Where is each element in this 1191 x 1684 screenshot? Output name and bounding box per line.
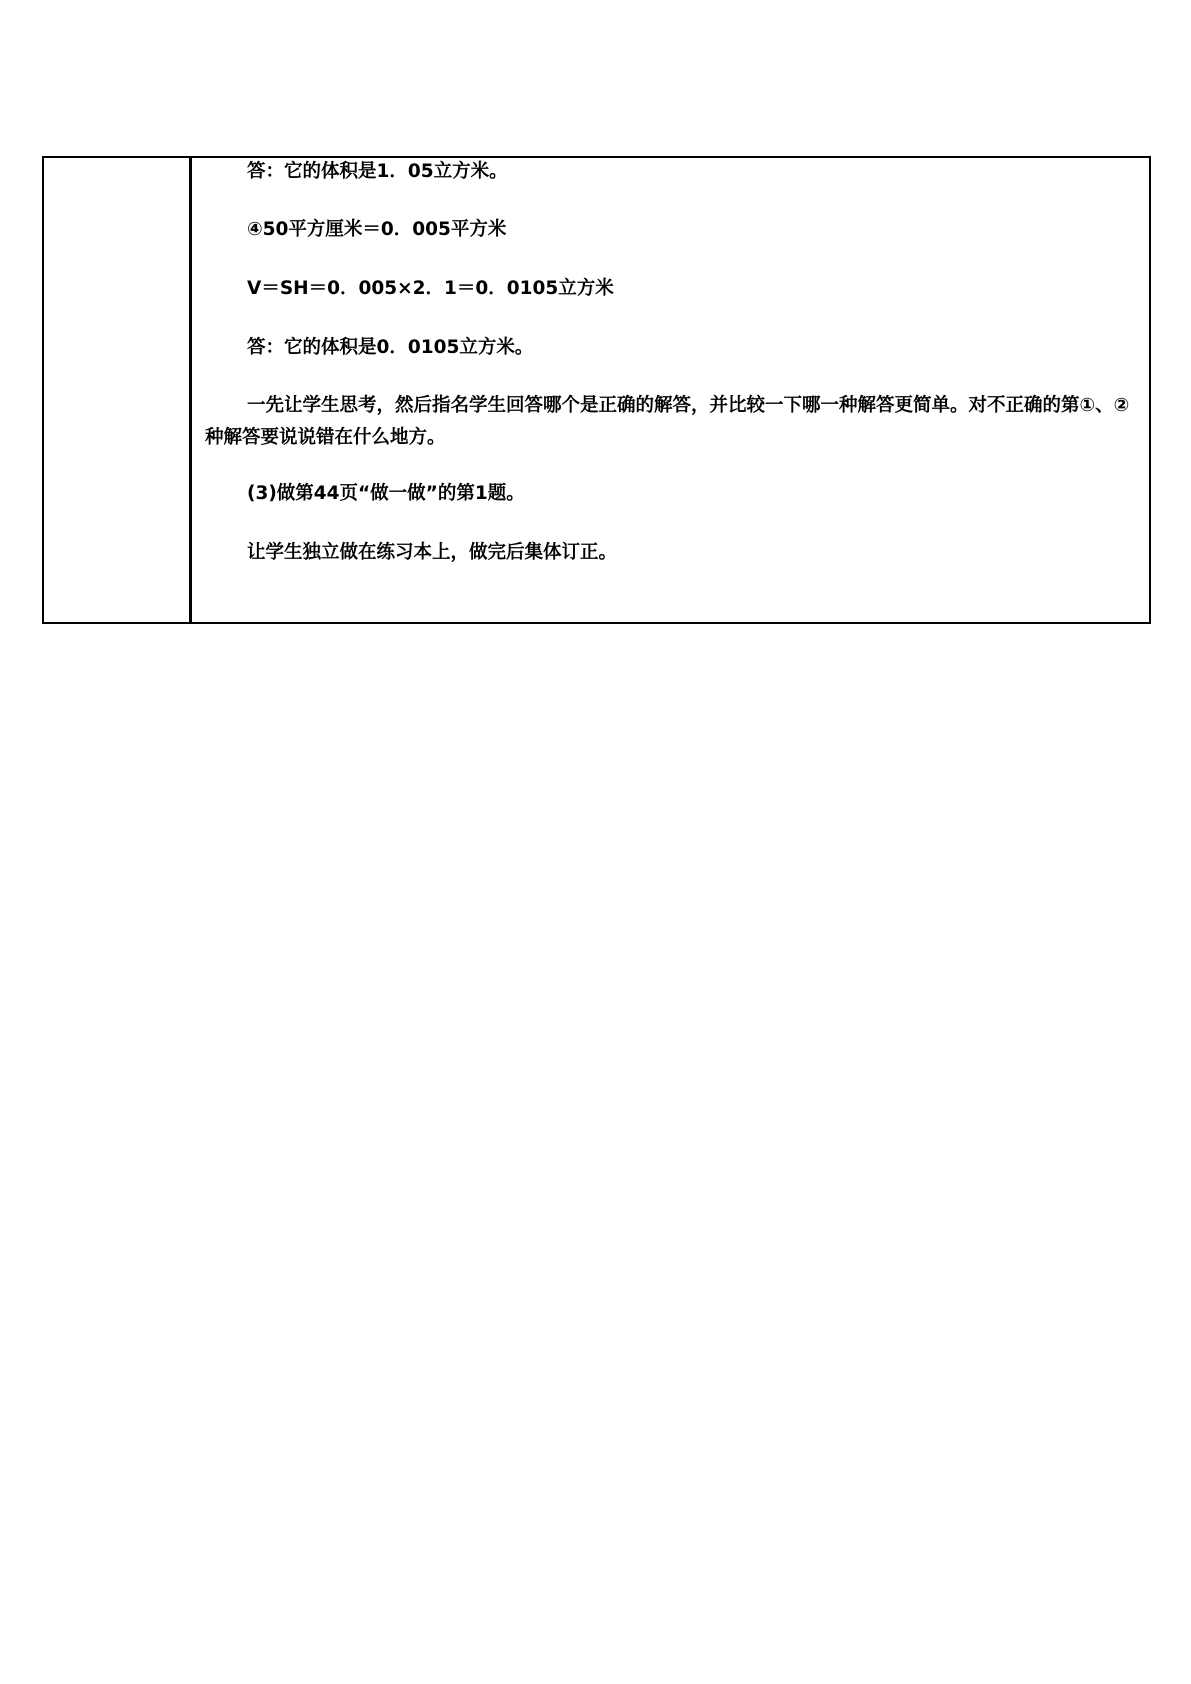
exercise-line: (3)做第44页“做一做”的第1题。: [247, 483, 525, 504]
practice-line: 让学生独立做在练习本上，做完后集体订正。: [247, 542, 618, 563]
answer-line-2: 答：它的体积是0．0105立方米。: [247, 337, 534, 358]
formula-line: V＝SH＝0．005×2．1＝0．0105立方米: [247, 278, 614, 299]
table-right-cell: [192, 158, 1149, 622]
lesson-table: [42, 156, 1151, 624]
answer-line-1: 答：它的体积是1．05立方米。: [247, 161, 508, 182]
table-left-cell: [44, 158, 192, 622]
conversion-line: ④50平方厘米＝0．005平方米: [247, 219, 507, 240]
instruction-paragraph: 一先让学生思考，然后指名学生回答哪个是正确的解答，并比较一下哪一种解答更简单。对不正确的第①、②种解答要说说错在什么地方。: [205, 395, 1130, 448]
